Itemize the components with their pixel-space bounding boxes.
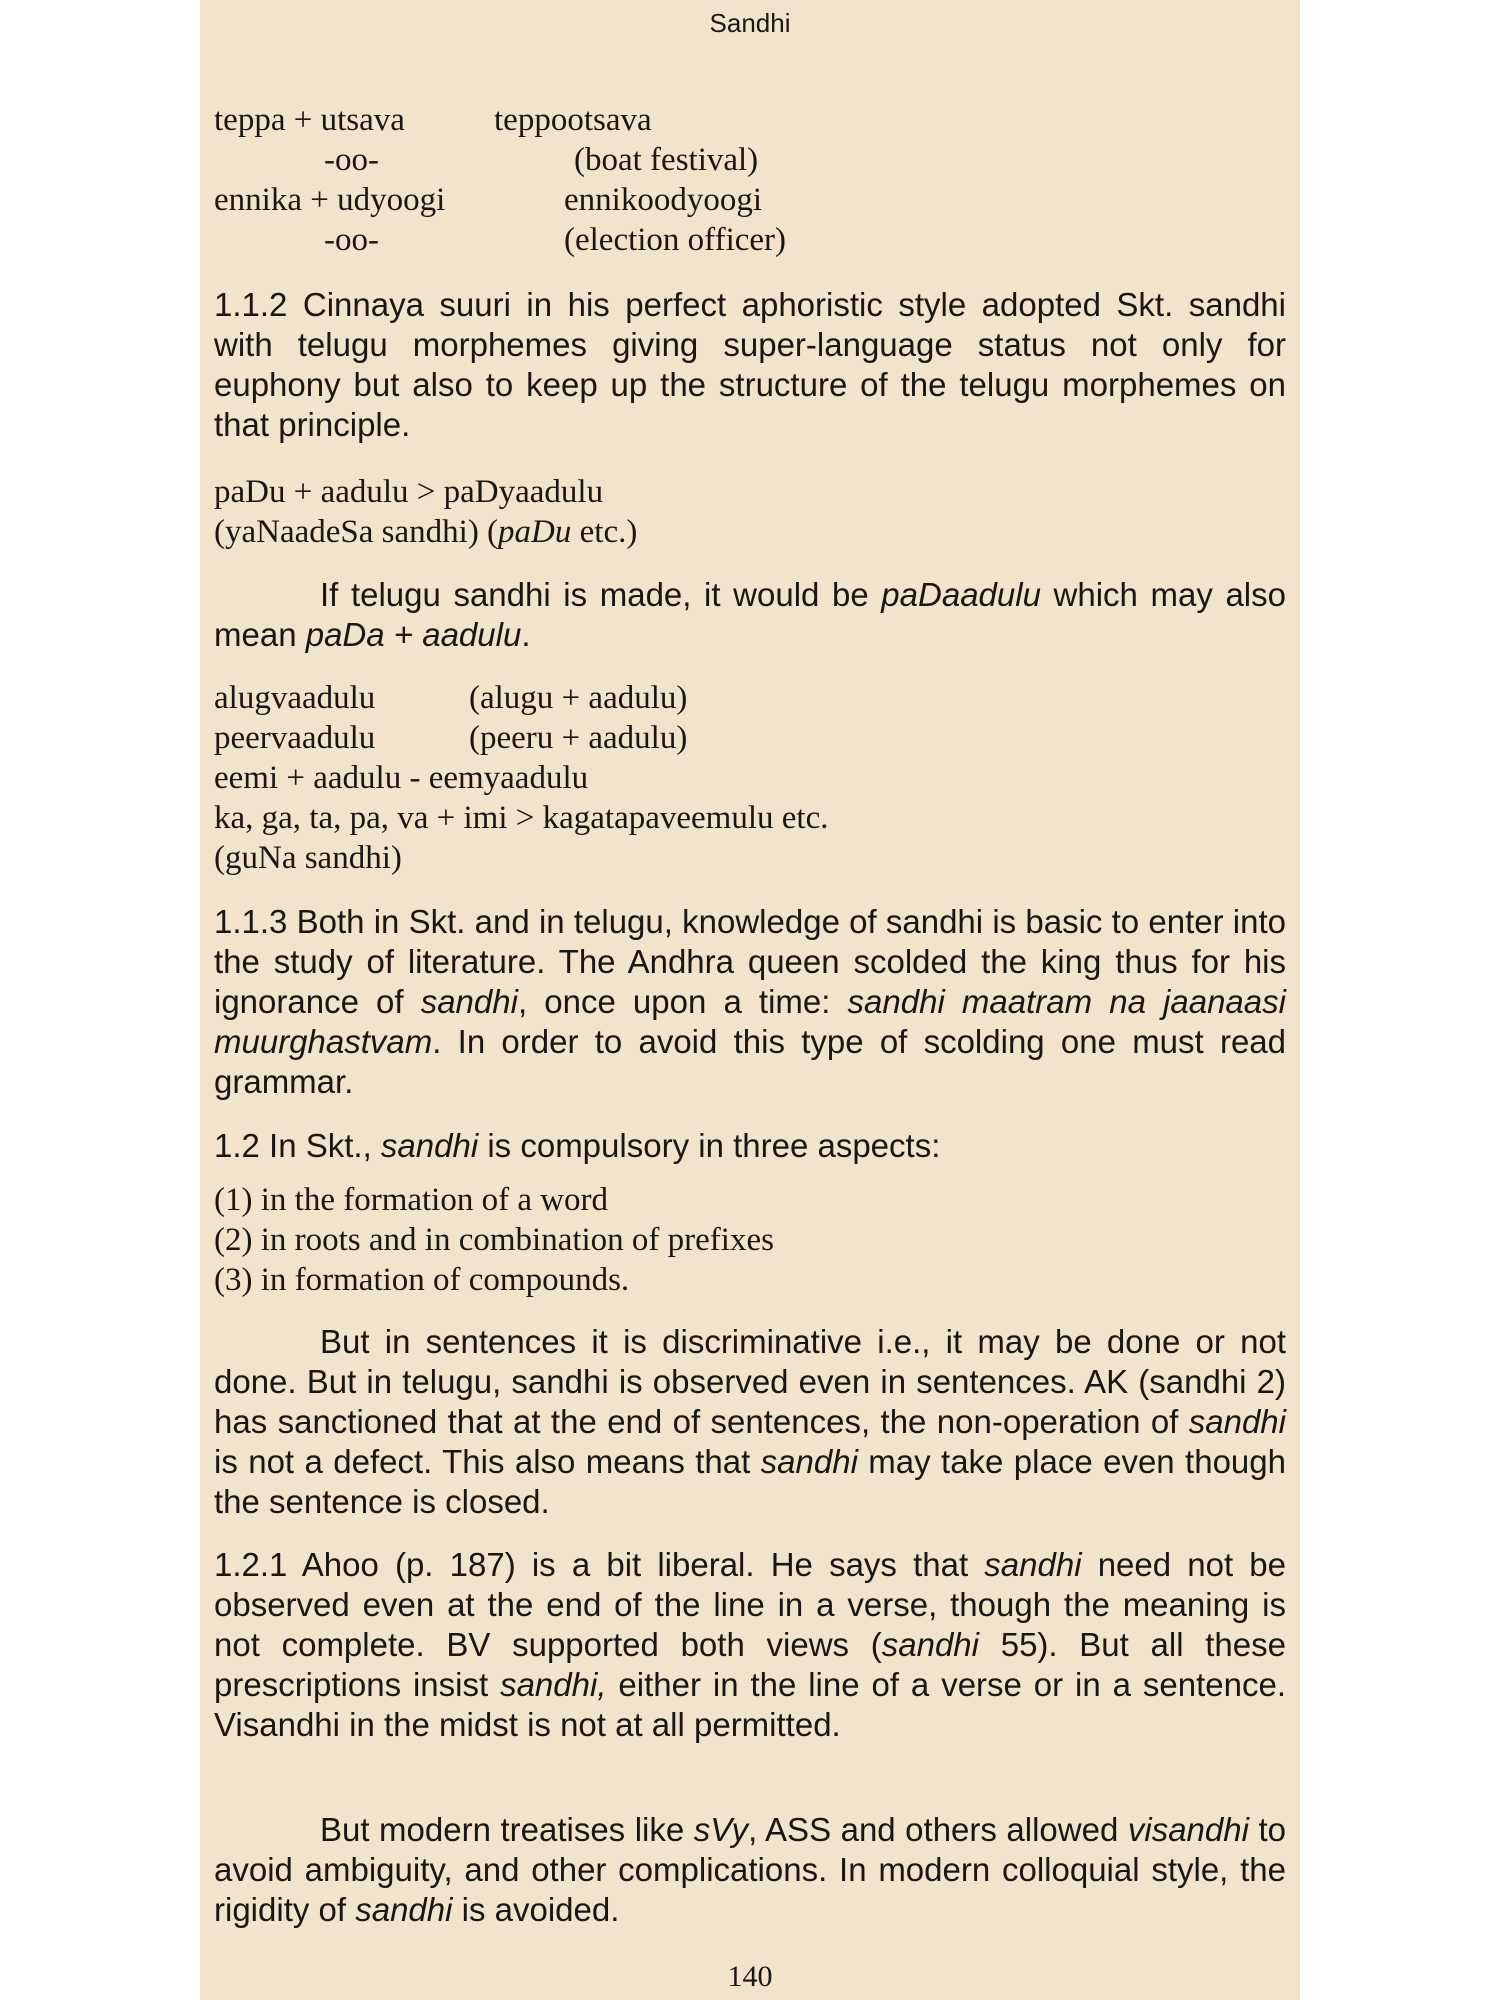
text-run: 1.2.1 Ahoo (p. 187) is a bit liberal. He says that	[214, 1546, 985, 1583]
vaadulu-examples	[214, 678, 1114, 878]
example-left: alugvaadulu	[214, 680, 376, 716]
section-1-2-1	[214, 1545, 1286, 1745]
running-head: Sandhi	[709, 8, 791, 38]
table-cell: teppootsava	[494, 102, 652, 138]
table-cell: (election officer)	[564, 222, 787, 258]
example-table	[214, 100, 1114, 265]
text-run: need not be observed even at the end of the line in a verse, though the meaning is not complete. BV supported both views (	[214, 1546, 1286, 1663]
book-page	[200, 0, 1300, 2000]
table-row	[214, 180, 1114, 220]
italic-run: sandhi	[420, 983, 518, 1020]
page-number: 140	[727, 1960, 773, 1993]
text-run: , ASS and others allowed	[748, 1811, 1128, 1848]
italic-run: paDa + aadulu	[305, 616, 522, 653]
text-run: to avoid ambiguity, and other complications. In modern colloquial style, the rigidity of	[214, 1811, 1286, 1928]
text-run: (yaNaadeSa sandhi) (	[214, 514, 499, 550]
text-run: is not a defect. This also means that	[214, 1443, 761, 1480]
telugu-sandhi-paragraph	[214, 575, 1286, 655]
italic-run: sVy	[693, 1811, 749, 1848]
list-item: (3) in formation of compounds.	[214, 1262, 630, 1298]
italic-run: sandhi maatram na jaanaasi muurghastvam	[214, 983, 1286, 1060]
table-cell: ennika + udyoogi	[214, 182, 446, 218]
text-run: But modern treatises like	[320, 1811, 694, 1848]
italic-run: sandhi,	[500, 1666, 607, 1703]
italic-run: sandhi	[1188, 1403, 1286, 1440]
section-1-1-3	[214, 902, 1286, 1102]
text-run: 55). But all these prescriptions insist	[214, 1626, 1286, 1703]
list-item: (2) in roots and in combination of prefixes	[214, 1222, 774, 1258]
section-1-1-2: 1.1.2 Cinnaya suuri in his perfect aphoristic style adopted Skt. sandhi with telugu morphemes giving super-language status not only for euphony but also to keep up the structure of the telugu morphemes on that principle.	[214, 286, 1286, 443]
example-left: peervaadulu	[214, 720, 376, 756]
text-run: , once upon a time:	[517, 983, 848, 1020]
example-right: (alugu + aadulu)	[469, 680, 688, 716]
italic-run: visandhi	[1127, 1811, 1249, 1848]
table-cell: teppa + utsava	[214, 102, 405, 138]
italic-run: sandhi	[984, 1546, 1082, 1583]
text-run: may take place even though the sentence is closed.	[214, 1443, 1286, 1520]
text-run: is compulsory in three aspects:	[478, 1127, 941, 1164]
example-line: paDu + aadulu > paDyaadulu	[214, 474, 604, 510]
text-run: . In order to avoid this type of scolding one must read grammar.	[214, 1023, 1286, 1100]
table-row	[214, 220, 1114, 260]
text-run: is avoided.	[452, 1891, 620, 1928]
padu-example	[214, 472, 637, 552]
text-run: But in sentences it is discriminative i.e., it may be done or not done. But in telugu, sandhi is observed even in sentences. AK (sandhi 2) has sanctioned that at the end of sentences, the non-operation of	[214, 1323, 1286, 1440]
section-1-2	[214, 1126, 1286, 1166]
text-run: .	[521, 616, 531, 653]
italic-run: sandhi	[355, 1891, 453, 1928]
table-row	[214, 100, 1114, 140]
example-line: eemi + aadulu - eemyaadulu	[214, 760, 589, 796]
italic-run: paDaadulu	[881, 576, 1041, 613]
text-run: either in the line of a verse or in a sentence. Visandhi in the midst is not at all permitted.	[214, 1666, 1286, 1743]
text-run: which may also mean	[214, 576, 1286, 653]
example-line	[214, 512, 637, 552]
example-line	[214, 678, 1114, 718]
modern-treatises-paragraph	[214, 1810, 1286, 1930]
table-cell: ennikoodyoogi	[564, 182, 762, 218]
italic-run: sandhi	[380, 1127, 479, 1164]
table-row	[214, 140, 1114, 180]
text-run: etc.)	[571, 514, 638, 550]
example-line: (guNa sandhi)	[214, 840, 402, 876]
example-line	[214, 718, 1114, 758]
italic-run: sandhi	[760, 1443, 858, 1480]
table-cell: -oo-	[324, 142, 379, 178]
text-run: If telugu sandhi is made, it would be	[320, 576, 882, 613]
italic-run: paDu	[498, 514, 572, 550]
example-line: ka, ga, ta, pa, va + imi > kagatapaveemulu etc.	[214, 800, 829, 836]
aspects-list	[214, 1180, 774, 1300]
example-right: (peeru + aadulu)	[469, 720, 688, 756]
text-run: 1.2 In Skt.,	[214, 1127, 381, 1164]
italic-run: sandhi	[881, 1626, 979, 1663]
list-item: (1) in the formation of a word	[214, 1182, 609, 1218]
table-cell: (boat festival)	[574, 142, 759, 178]
text-run: 1.1.3 Both in Skt. and in telugu, knowledge of sandhi is basic to enter into the study of literature. The Andhra queen scolded the king thus for his ignorance of	[214, 903, 1286, 1020]
sentences-paragraph	[214, 1322, 1286, 1522]
table-cell: -oo-	[324, 222, 379, 258]
